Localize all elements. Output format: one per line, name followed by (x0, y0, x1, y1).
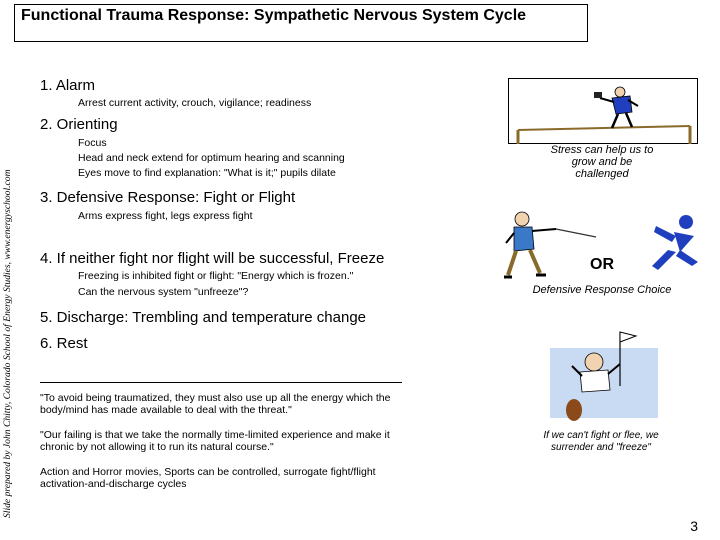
fencer-illustration (500, 205, 600, 285)
step-6-heading: 6. Rest (40, 335, 88, 352)
side-credit: Slide prepared by John Chitty, Colorado School of Energy Studies, www.energyschool.com (2, 169, 13, 518)
slide-title: Functional Trauma Response: Sympathetic Nervous System Cycle (14, 4, 588, 42)
freeze-caption: If we can't fight or flee, we surrender and "freeze" (543, 430, 659, 453)
step-4-heading: 4. If neither fight nor flight will be successful, Freeze (40, 250, 385, 267)
step-5-heading: 5. Discharge: Trembling and temperature change (40, 309, 367, 326)
step-1-line-1: Arrest current activity, crouch, vigilance; readiness (78, 97, 312, 109)
step-3-line-1: Arms express fight, legs express fight (78, 210, 253, 222)
step-3-heading: 3. Defensive Response: Fight or Flight (40, 189, 296, 206)
quote-2: "Our failing is that we take the normally time-limited experience and make it chronic by not allowing it to run its natural course." (40, 429, 390, 453)
quote-3: Action and Horror movies, Sports can be controlled, surrogate fight/flight activation-and-discharge cycles (40, 466, 376, 490)
step-2-line-1: Focus (78, 137, 107, 149)
quote-1: "To avoid being traumatized, they must also use up all the energy which the body/mind has made available to deal with the threat." (40, 392, 391, 416)
step-4-line-1: Freezing is inhibited fight or flight: "Energy which is frozen." (78, 270, 354, 282)
or-label: OR (590, 256, 614, 273)
tightrope-illustration (508, 78, 698, 144)
running-figure-icon (636, 212, 704, 274)
slide-number: 3 (690, 518, 698, 534)
defensive-caption: Defensive Response Choice (532, 284, 672, 296)
separator-line (40, 382, 402, 383)
step-1-heading: 1. Alarm (40, 77, 96, 94)
step-2-heading: 2. Orienting (40, 116, 118, 133)
freeze-illustration (550, 326, 660, 426)
step-2-line-3: Eyes move to find explanation: "What is it;" pupils dilate (78, 167, 336, 179)
step-4-line-2: Can the nervous system "unfreeze"? (78, 286, 249, 298)
step-2-line-2: Head and neck extend for optimum hearing and scanning (78, 152, 345, 164)
stress-caption: Stress can help us to grow and be challenged (550, 144, 654, 180)
